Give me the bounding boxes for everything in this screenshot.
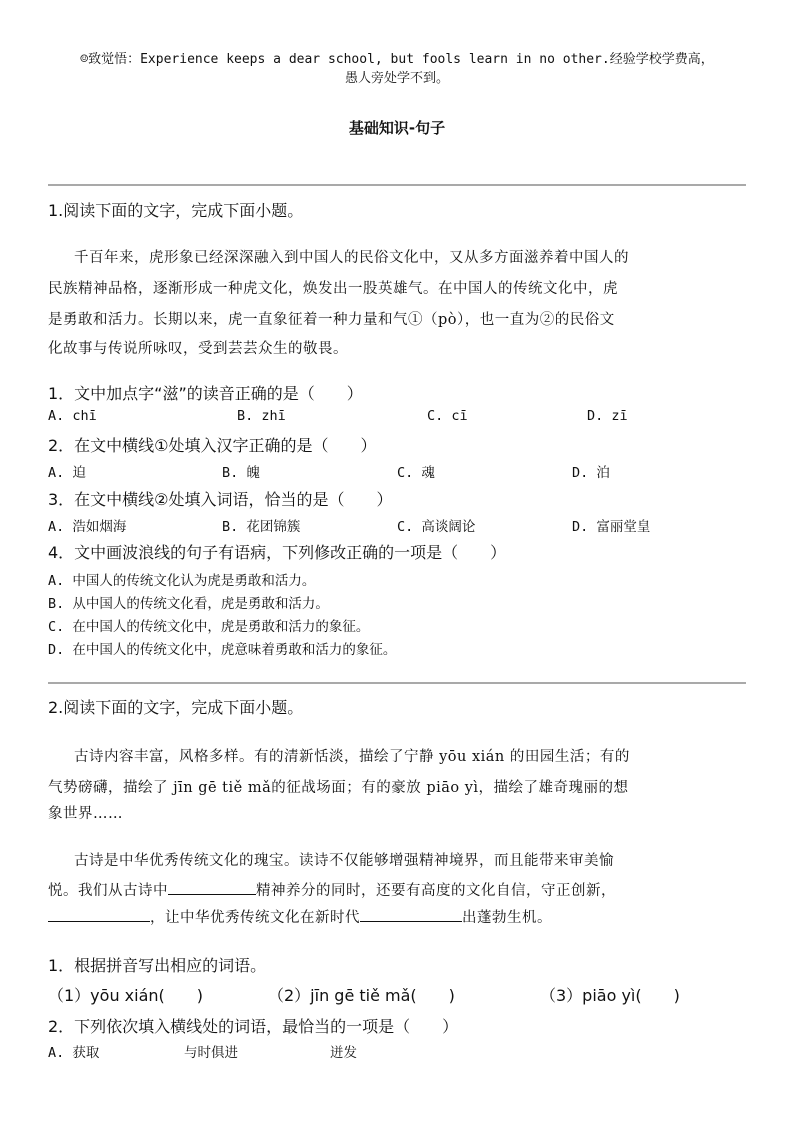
q1-sub3-question: 3．在文中横线②处填入词语，恰当的是（ ） [48, 490, 393, 509]
option-a: A. 迫 [48, 465, 86, 481]
divider [48, 682, 746, 684]
option-a-word2: 与时俱进 [184, 1045, 238, 1061]
question-2-heading: 2.阅读下面的文字，完成下面小题。 [48, 698, 304, 717]
pinyin-item-1: （1）yōu xián( ) [48, 986, 204, 1005]
option-d: D. 在中国人的传统文化中，虎意味着勇敢和活力的象征。 [48, 642, 397, 658]
question-1-heading: 1.阅读下面的文字，完成下面小题。 [48, 201, 304, 220]
passage-text: 出蓬勃生机。 [462, 910, 552, 926]
option-b: B. 魄 [222, 465, 260, 481]
passage-2-line: 气势磅礴，描绘了 jīn gē tiě mǎ的征战场面；有的豪放 piāo yì，描绘了雄奇瑰丽的想 [48, 780, 629, 796]
passage-1-line: 化故事与传说所咏叹，受到芸芸众生的敬畏。 [48, 341, 348, 357]
fill-blank [168, 880, 256, 895]
passage-2b-line: 古诗是中华优秀传统文化的瑰宝。读诗不仅能够增强精神境界，而且能带来审美愉 [74, 853, 614, 869]
option-a: A. 浩如烟海 [48, 519, 127, 535]
passage-1-line: 千百年来，虎形象已经深深融入到中国人的民俗文化中，又从多方面滋养着中国人的 [74, 250, 629, 266]
q2-sub2-question: 2．下列依次填入横线处的词语，最恰当的一项是（ ） [48, 1017, 459, 1036]
option-c: C. 魂 [397, 465, 435, 481]
option-d: D. zī [587, 408, 628, 424]
q1-sub2-question: 2．在文中横线①处填入汉字正确的是（ ） [48, 436, 377, 455]
fill-blank [360, 907, 462, 922]
header-motto-line1: ☺致觉悟：Experience keeps a dear school, but fools learn in no other.经验学校学费高， [80, 52, 714, 67]
pinyin-item-2: （2）jīn gē tiě mǎ( ) [268, 986, 455, 1005]
option-b: B. zhī [237, 408, 286, 424]
passage-1-line: 是勇敢和活力。长期以来，虎一直象征着一种力量和气①（pò），也一直为②的民俗文 [48, 312, 615, 328]
option-c: C. cī [427, 408, 468, 424]
option-c: C. 在中国人的传统文化中，虎是勇敢和活力的象征。 [48, 619, 370, 635]
header-motto-line2: 愚人旁处学不到。 [344, 71, 449, 86]
divider [48, 184, 746, 186]
pinyin-item-3: （3）piāo yì( ) [540, 986, 680, 1005]
passage-text: ，让中华优秀传统文化在新时代 [150, 910, 360, 926]
passage-1-line: 民族精神品格，逐渐形成一种虎文化，焕发出一股英雄气。在中国人的传统文化中，虎 [48, 281, 618, 297]
option-a: A. 中国人的传统文化认为虎是勇敢和活力。 [48, 573, 316, 589]
page-title: 基础知识-句子 [348, 119, 446, 137]
option-d: D. 富丽堂皇 [572, 519, 651, 535]
passage-2b-line [48, 879, 616, 900]
passage-text: 悦。我们从古诗中 [48, 883, 168, 899]
passage-2-line: 象世界…… [48, 806, 123, 822]
passage-2b-line [48, 906, 552, 927]
q1-sub4-question: 4．文中画波浪线的句子有语病，下列修改正确的一项是（ ） [48, 543, 507, 562]
option-a-word3: 迸发 [330, 1045, 357, 1061]
option-a: A. 获取 [48, 1045, 100, 1061]
fill-blank [48, 907, 150, 922]
option-b: B. 从中国人的传统文化看，虎是勇敢和活力。 [48, 596, 329, 612]
q2-sub1-question: 1．根据拼音写出相应的词语。 [48, 956, 267, 975]
option-d: D. 泊 [572, 465, 610, 481]
passage-text: 精神养分的同时，还要有高度的文化自信，守正创新， [256, 883, 616, 899]
option-a: A. chī [48, 408, 97, 424]
q1-sub1-question: 1．文中加点字“滋”的读音正确的是（ ） [48, 384, 363, 403]
passage-2-line: 古诗内容丰富，风格多样。有的清新恬淡，描绘了宁静 yōu xián 的田园生活；有的 [74, 749, 630, 765]
option-b: B. 花团锦簇 [222, 519, 301, 535]
option-c: C. 高谈阔论 [397, 519, 476, 535]
